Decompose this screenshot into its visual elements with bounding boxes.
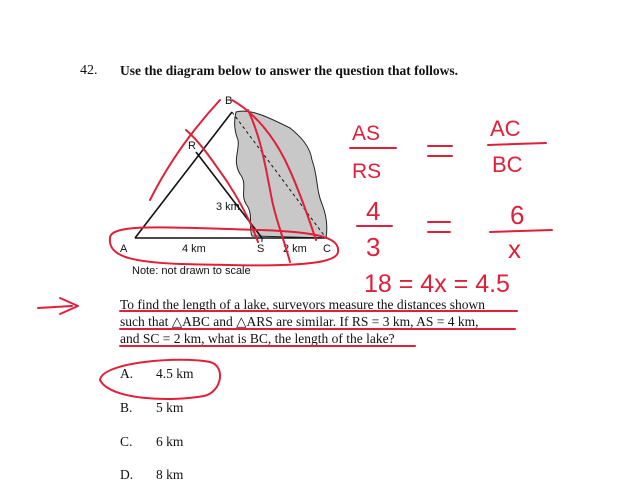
answer-circle [100,360,220,399]
option-letter: A. [120,366,134,381]
ink-three: 3 [366,232,381,262]
fraction-bar-right [488,143,546,145]
ink-six: 6 [510,200,525,230]
ink-four: 4 [366,196,381,226]
option-value: 5 km [156,400,184,415]
vertex-r-label: R [188,140,196,152]
question-text-line: and SC = 2 km, what is BC, the length of the lake? [120,331,395,346]
rs-length-label: 3 km [216,201,240,213]
option-value: 6 km [156,434,184,449]
vertex-b-label: B [225,95,233,107]
vertex-a-label: A [120,243,128,255]
vertex-s-label: S [257,243,265,255]
ink-solution: 18 = 4x = 4.5 [364,270,510,298]
equals-sign [428,146,452,156]
vertex-c-label: C [323,243,331,255]
question-number: 42. [80,63,98,78]
ink-stroke-ab [150,100,220,200]
ink-x: x [508,234,521,264]
option-value: 4.5 km [156,366,194,381]
ink-oval-base [110,227,338,265]
ink-ac: AC [490,116,521,141]
option-letter: C. [120,434,133,449]
question-text-line: To find the length of a lake, surveyors measure the distances shown [120,297,485,312]
arrow-pointer [38,298,78,314]
option-value: 8 km [156,467,184,482]
ink-as: AS [352,122,381,145]
ink-rs: RS [352,160,382,183]
question-text-line: such that △ABC and △ARS are similar. If RS = 3 km, AS = 4 km, [120,314,479,329]
question-heading: Use the diagram below to answer the question that follows. [120,63,458,78]
option-letter: D. [120,467,134,482]
ink-stroke-rs [186,130,258,242]
sc-length-label: 2 km [283,243,307,255]
as-length-label: 4 km [182,243,206,255]
ink-stroke-bc [232,100,316,240]
option-letter: B. [120,400,133,415]
fraction-bar-right-2 [490,230,552,232]
ink-bc: BC [492,152,523,177]
scale-note: Note: not drawn to scale [132,265,251,277]
equals-sign-2 [428,222,450,232]
